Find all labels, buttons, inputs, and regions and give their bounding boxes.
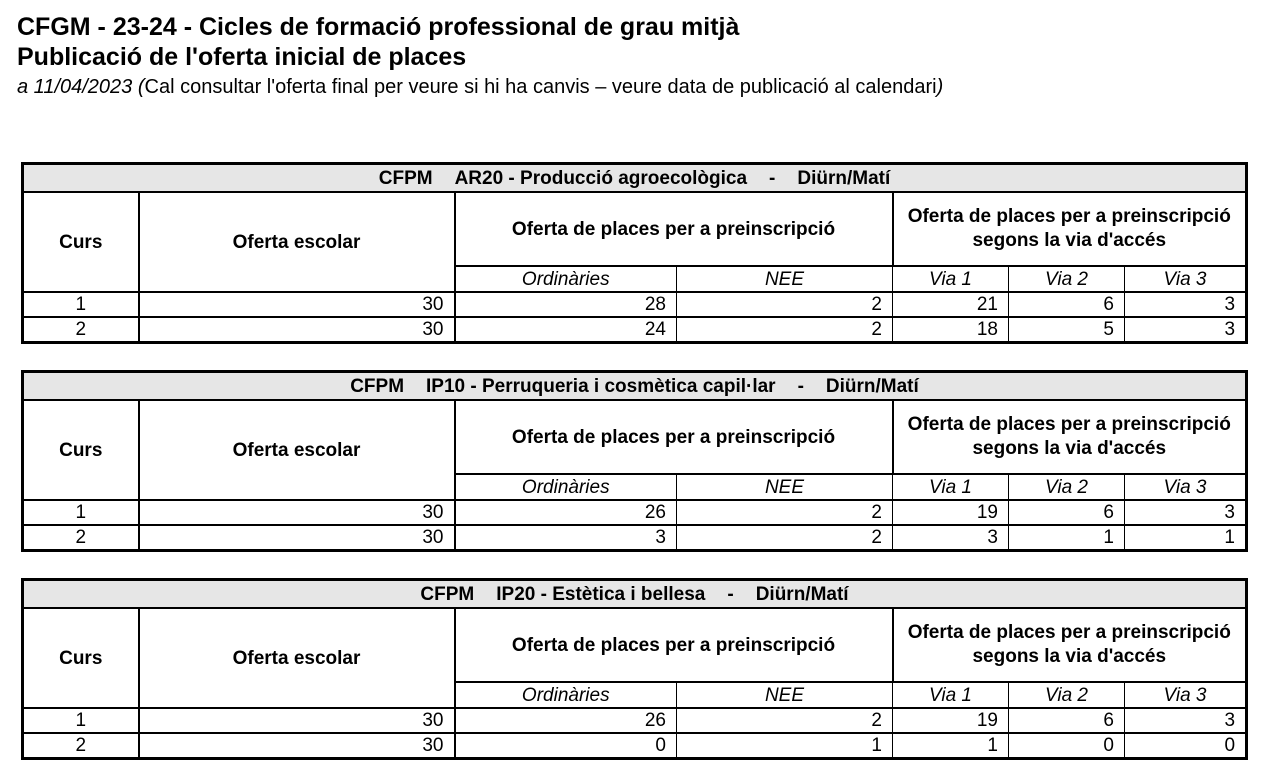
col-via3: Via 3: [1125, 266, 1247, 292]
block-title: CFPM IP20 - Estètica i bellesa - Diürn/Matí: [23, 580, 1247, 609]
col-curs: Curs: [23, 608, 139, 708]
col-curs: Curs: [23, 400, 139, 500]
col-nee: NEE: [677, 682, 893, 708]
col-oferta-via: Oferta de places per a preinscripció segons la via d'accés: [893, 608, 1247, 682]
col-oferta-preinscripcio: Oferta de places per a preinscripció: [455, 608, 893, 682]
col-via2: Via 2: [1009, 682, 1125, 708]
offer-table-2: [21, 370, 1248, 552]
block-title: CFPM IP10 - Perruqueria i cosmètica capil·lar - Diürn/Matí: [23, 372, 1247, 401]
offer-table-3: [21, 578, 1248, 760]
publication-date: a 11/04/2023: [17, 76, 138, 98]
table-row: 1 30 26 2 19 6 3: [23, 500, 1247, 525]
col-oferta-escolar: Oferta escolar: [139, 608, 455, 708]
col-curs: Curs: [23, 192, 139, 292]
col-oferta-escolar: Oferta escolar: [139, 192, 455, 292]
col-via2: Via 2: [1009, 266, 1125, 292]
note-text: Cal consultar l'oferta final per veure si hi ha canvis – veure data de publicació al calendari: [144, 76, 937, 98]
col-oferta-preinscripcio: Oferta de places per a preinscripció: [455, 400, 893, 474]
document-subtitle: Publicació de l'oferta inicial de places: [17, 43, 467, 71]
col-via1: Via 1: [893, 266, 1009, 292]
table-row: 2 30 3 2 3 1 1: [23, 525, 1247, 551]
document-title: CFGM - 23-24 - Cicles de formació professional de grau mitjà: [17, 13, 740, 41]
col-oferta-escolar: Oferta escolar: [139, 400, 455, 500]
col-nee: NEE: [677, 266, 893, 292]
table-row: 2 30 24 2 18 5 3: [23, 317, 1247, 343]
col-ordinaries: Ordinàries: [455, 474, 677, 500]
col-ordinaries: Ordinàries: [455, 682, 677, 708]
col-oferta-preinscripcio: Oferta de places per a preinscripció: [455, 192, 893, 266]
col-via3: Via 3: [1125, 474, 1247, 500]
table-row: 1 30 26 2 19 6 3: [23, 708, 1247, 733]
col-via3: Via 3: [1125, 682, 1247, 708]
table-row: 2 30 0 1 1 0 0: [23, 733, 1247, 759]
col-via2: Via 2: [1009, 474, 1125, 500]
offer-table-1: [21, 162, 1248, 344]
col-via1: Via 1: [893, 682, 1009, 708]
table-row: 1 30 28 2 21 6 3: [23, 292, 1247, 317]
document-header: [17, 12, 943, 100]
col-oferta-via: Oferta de places per a preinscripció segons la via d'accés: [893, 400, 1247, 474]
col-oferta-via: Oferta de places per a preinscripció segons la via d'accés: [893, 192, 1247, 266]
col-nee: NEE: [677, 474, 893, 500]
col-ordinaries: Ordinàries: [455, 266, 677, 292]
document-note: a 11/04/2023 (Cal consultar l'oferta final per veure si hi ha canvis – veure data de publicació al calendari): [17, 76, 944, 98]
col-via1: Via 1: [893, 474, 1009, 500]
block-title: CFPM AR20 - Producció agroecològica - Diürn/Matí: [23, 164, 1247, 193]
